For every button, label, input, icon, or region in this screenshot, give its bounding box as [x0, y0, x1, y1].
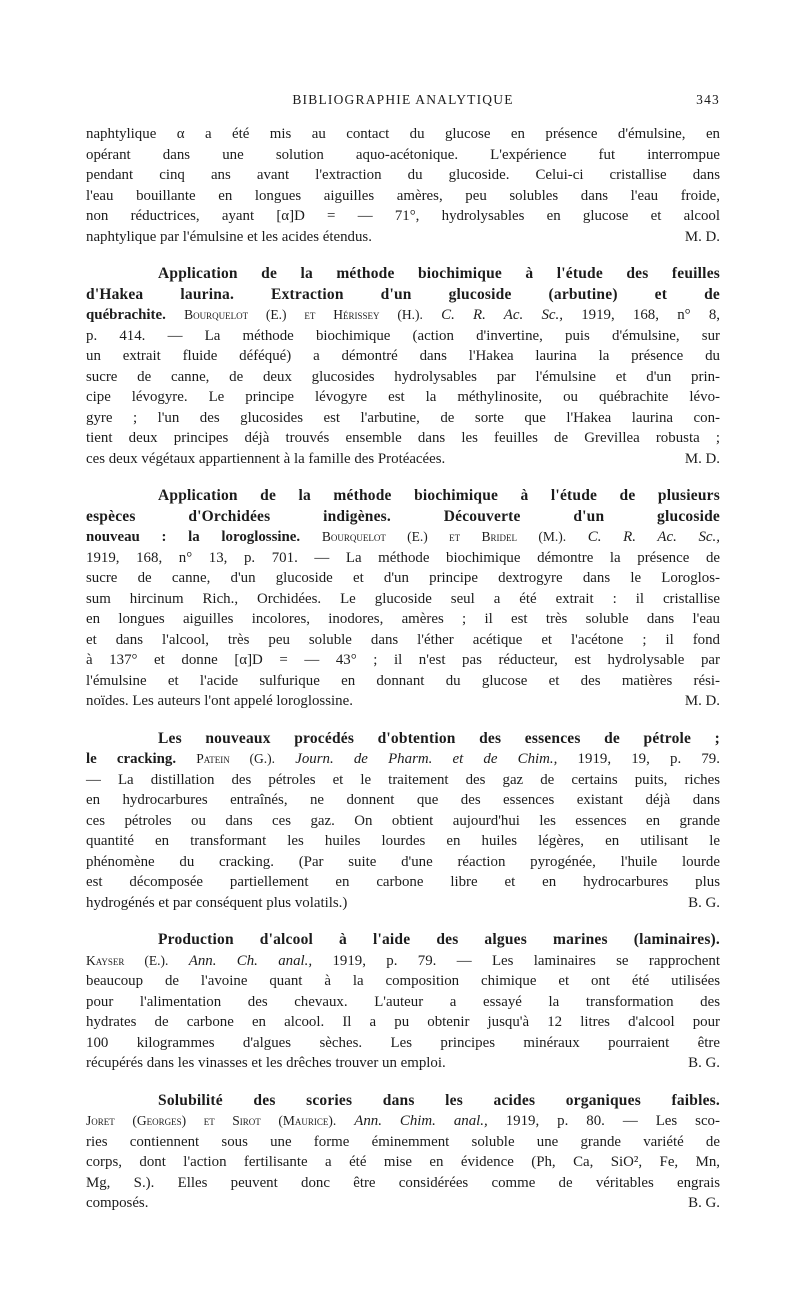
text-line: en hydrocarbures entraînés, ne donnent que des essences existant déjà dans [86, 792, 720, 808]
citation-line [86, 1111, 720, 1132]
article-authors: Kayser (E.). [86, 952, 169, 968]
running-head [86, 92, 720, 112]
text-line: hydrates de carbone en alcool. Il a pu obtenir jusqu'à 12 litres d'alcool pour [86, 1014, 720, 1030]
page-number: 343 [696, 92, 720, 107]
text-line: corps, dont l'action fertilisante a été mise en évidence (Ph, Ca, SiO², Fe, Mn, [86, 1154, 720, 1170]
text-line-last [86, 1193, 720, 1214]
text-line: quantité en transformant les huiles lourdes en huiles légères, en utilisant le [86, 833, 720, 849]
text-line-last [86, 1053, 720, 1074]
signature: M. D. [684, 450, 720, 467]
signature: M. D. [684, 228, 720, 245]
text-fragment: — Les sco- [622, 1113, 720, 1129]
text-line-last [86, 691, 720, 712]
signature: B. G. [688, 1055, 720, 1071]
text-fragment: — Les laminaires se rapprochent [456, 952, 720, 969]
article-orchidees [86, 486, 720, 712]
article-authors: Bourquelot (E.) et Bridel (M.). [321, 529, 567, 544]
citation-line [86, 749, 720, 770]
text-line-last [86, 227, 720, 248]
text-line-last [86, 449, 720, 470]
article-title-line: Application de la méthode biochimique à l'étude des feuilles [158, 265, 720, 282]
article-authors: Joret (Georges) et Sirot (Maurice). [86, 1113, 337, 1128]
text-fragment: ces deux végétaux appartiennent à la famille des Protéacées. [86, 450, 446, 467]
text-line: tient deux principes déjà trouvés ensemble dans les feuilles de Grevillea robusta ; [86, 430, 720, 446]
text-line-last [86, 893, 720, 914]
article-title-line: Application de la méthode biochimique à l'étude de plusieurs [158, 487, 720, 504]
text-fragment: hydrogénés et par conséquent plus volatils.) [86, 894, 348, 911]
text-line: naphtylique α a été mis au contact du glucose en présence d'émulsine, en [86, 126, 720, 142]
text-line: Mg, S.). Elles peuvent donc être considérées comme de véritables engrais [86, 1174, 720, 1191]
article-title-line: Production d'alcool à l'aide des algues marines (laminaires). [158, 931, 720, 948]
text-line: non réductrices, ayant [α]D = — 71°, hydrolysables en glucose et alcool [86, 208, 720, 224]
text-line: gyre ; l'un des glucosides est l'arbutine, de sorte que l'Hakea laurina con- [86, 409, 720, 426]
article-reference: 1919, 19, p. 79. [577, 751, 720, 767]
citation-line [86, 527, 720, 548]
article-authors: Patein (G.). [196, 751, 276, 766]
article-scories [86, 1091, 720, 1214]
article-title-end: nouveau : la loroglossine. [86, 529, 301, 545]
citation-line [86, 305, 720, 326]
text-line: sucre de canne, de deux glucosides hydrolysables par l'émulsine et d'un prin- [86, 368, 720, 385]
article-source: Journ. de Pharm. et de Chim., [295, 751, 558, 767]
article-reference: 1919, 168, n° 8, [581, 307, 720, 323]
article-authors: Bourquelot (E.) et Hérissey (H.). [184, 307, 423, 322]
signature: B. G. [688, 894, 720, 911]
article-title-line: d'Hakea laurina. Extraction d'un glucoside (arbutine) et de [86, 285, 720, 303]
text-line: et dans l'alcool, très peu soluble dans l'éther acétique et l'acétone ; il fond [86, 631, 720, 648]
article-source: C. R. Ac. Sc., [587, 529, 720, 545]
text-line: sucre de canne, d'un glucoside et d'un principe dextrogyre dans le Loroglos- [86, 570, 720, 586]
text-line: en longues aiguilles incolores, inodores, amères ; il est très soluble dans l'eau [86, 611, 720, 627]
text-line: beaucoup de l'avoine quant à la composition chimique et ont été utilisées [86, 973, 720, 989]
text-line: un extrait fluide déféqué) a démontré dans l'Hakea laurina la présence du [86, 348, 720, 364]
text-line: cipe lévogyre. Le principe lévogyre est la méthylinosite, ou québrachite lévo- [86, 389, 720, 405]
text-fragment: récupérés dans les vinasses et les drêches trouver un emploi. [86, 1055, 446, 1071]
citation-line [86, 951, 720, 972]
text-fragment: naphtylique par l'émulsine et les acides étendus. [86, 228, 372, 245]
text-line: l'eau bouillante en longues aiguilles amères, peu solubles dans l'eau froide, [86, 187, 720, 204]
text-line: 100 kilogrammes d'algues sèches. Les principes minéraux pourraient être [86, 1034, 720, 1051]
article-source: C. R. Ac. Sc., [441, 307, 563, 323]
text-line: sum hircinum Rich., Orchidées. Le glucoside seul a été extrait : il cristallise [86, 590, 720, 607]
text-line: p. 414. — La méthode biochimique (action d'invertine, puis d'émulsine, sur [86, 327, 720, 344]
article-reference: 1919, p. 79. [332, 952, 437, 969]
text-fragment: composés. [86, 1195, 149, 1211]
article-source: Ann. Chim. anal., [354, 1113, 488, 1129]
running-head-title: BIBLIOGRAPHIE ANALYTIQUE [292, 92, 514, 107]
text-line: 1919, 168, n° 13, p. 701. — La méthode biochimique démontre la présence de [86, 549, 720, 566]
text-line: — La distillation des pétroles et le traitement des gaz de certains puits, riches [86, 771, 720, 788]
text-line: à 137° et donne [α]D = — 43° ; il n'est pas réducteur, est hydrolysable par [86, 652, 720, 668]
text-line: l'émulsine et l'acide sulfurique en donnant du glucose et des matières rési- [86, 672, 720, 689]
text-line: est décomposée partiellement en carbone libre et en hydrocarbures plus [86, 874, 720, 890]
page-body [86, 124, 720, 1231]
text-line: ries contiennent sous une forme éminemment soluble une grande variété de [86, 1133, 720, 1150]
article-cracking [86, 729, 720, 914]
text-line: pour l'alimentation des chevaux. L'auteur a essayé la transformation des [86, 993, 720, 1010]
article-hakea-laurina [86, 264, 720, 469]
article-algues-marines [86, 930, 720, 1074]
article-title-line: Les nouveaux procédés d'obtention des essences de pétrole ; [158, 729, 720, 747]
text-fragment: noïdes. Les auteurs l'ont appelé loroglossine. [86, 693, 353, 709]
signature: B. G. [688, 1195, 720, 1211]
article-title-line: Solubilité des scories dans les acides organiques faibles. [158, 1091, 720, 1109]
article-title-end: québrachite. [86, 307, 166, 323]
article-continuation [86, 124, 720, 247]
text-line: ces pétroles ou dans ces gaz. On obtient aujourd'hui les essences en grande [86, 812, 720, 829]
article-title-end: le cracking. [86, 751, 177, 767]
text-line: phénomène du cracking. (Par suite d'une réaction pyrogénée, l'huile lourde [86, 853, 720, 870]
article-title-line: espèces d'Orchidées indigènes. Découverte d'un glucoside [86, 507, 720, 525]
article-source: Ann. Ch. anal., [188, 952, 313, 969]
signature: M. D. [684, 693, 720, 709]
text-line: pendant cinq ans avant l'extraction du glucoside. Celui-ci cristallise dans [86, 167, 720, 183]
text-line: opérant dans une solution aquo-acétonique. L'expérience fut interrompue [86, 146, 720, 163]
article-reference: 1919, p. 80. [505, 1113, 605, 1129]
